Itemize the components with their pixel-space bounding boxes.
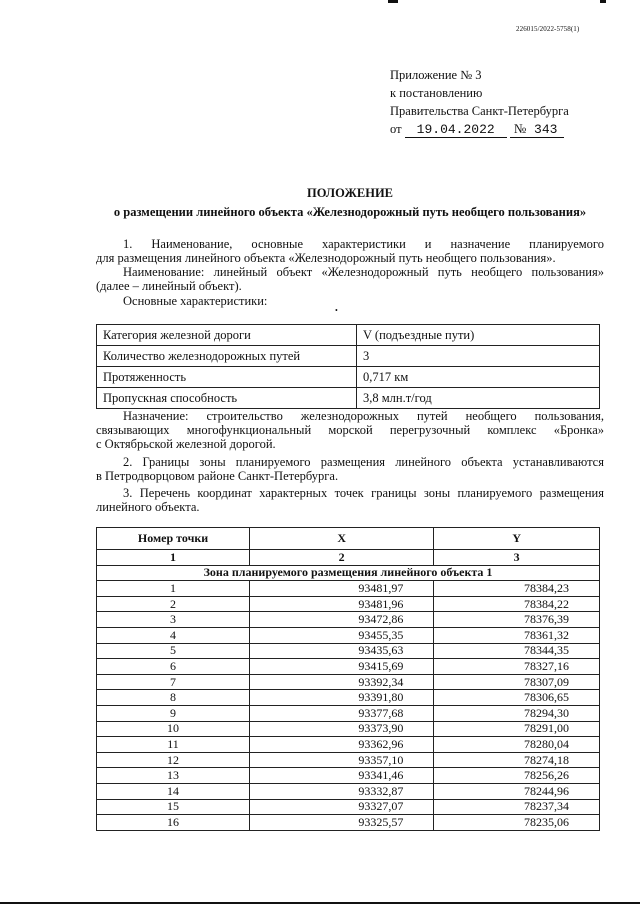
table-row [97,799,600,815]
column-number: 3 [434,550,600,566]
coordinate-x: 93362,96 [250,737,434,753]
point-number: 11 [97,737,250,753]
point-number: 4 [97,627,250,643]
table-row [97,659,600,675]
scan-edge [0,902,640,904]
table-row [97,815,600,831]
point-number: 9 [97,705,250,721]
coordinate-x: 93481,97 [250,581,434,597]
header-y: Y [434,528,600,550]
point-number: 15 [97,799,250,815]
paragraph-5-line-1: 3. Перечень координат характерных точек границы зоны планируемого размещения [123,486,604,500]
characteristic-label: Количество железнодорожных путей [97,346,357,367]
purpose-line-1: Назначение: строительство железнодорожных путей необщего пользования, [123,409,604,423]
coordinate-x: 93435,63 [250,643,434,659]
appendix-block [390,66,569,138]
appendix-date-line [390,120,569,138]
coordinate-y: 78306,65 [434,690,600,706]
from-label: от [390,122,402,136]
characteristic-value: 3 [357,346,600,367]
coordinate-y: 78361,32 [434,627,600,643]
document-subtitle: о размещении линейного объекта «Железнодорожный путь необщего пользования» [113,205,587,219]
coordinate-y: 78280,04 [434,737,600,753]
characteristic-label: Пропускная способность [97,388,357,409]
coordinate-y: 78274,18 [434,752,600,768]
point-number: 10 [97,721,250,737]
table-row [97,643,600,659]
coordinate-x: 93357,10 [250,752,434,768]
characteristic-value: 0,717 км [357,367,600,388]
characteristic-value: V (подъездные пути) [357,325,600,346]
header-x: X [250,528,434,550]
table-row [97,768,600,784]
table-row [97,627,600,643]
point-number: 6 [97,659,250,675]
coordinate-y: 78237,34 [434,799,600,815]
purpose-line-3: с Октябрьской железной дорогой. [96,437,276,451]
paragraph-4-line-2: в Петродворцовом районе Санкт-Петербурга. [96,469,339,483]
characteristics-table [96,324,600,409]
document-number: 226015/2022-5758(1) [516,25,580,33]
table-row [97,674,600,690]
document-title: ПОЛОЖЕНИЕ [306,186,394,200]
table-row [97,783,600,799]
number-label: № [513,121,527,136]
coordinate-y: 78244,96 [434,783,600,799]
table-row [97,388,600,409]
table-row [97,690,600,706]
zone-title-row [97,565,600,581]
coordinate-y: 78384,22 [434,596,600,612]
point-number: 3 [97,612,250,628]
coordinate-y: 78307,09 [434,674,600,690]
paragraph-2-line-1: Наименование: линейный объект «Железнодорожный путь необщего пользования» [123,265,604,279]
coordinate-x: 93332,87 [250,783,434,799]
resolution-date: 19.04.2022 [405,123,507,138]
column-number: 1 [97,550,250,566]
coordinate-y: 78376,39 [434,612,600,628]
point-number: 8 [97,690,250,706]
coordinate-x: 93341,46 [250,768,434,784]
characteristic-value: 3,8 млн.т/год [357,388,600,409]
point-number: 7 [97,674,250,690]
paragraph-4-line-1: 2. Границы зоны планируемого размещения линейного объекта устанавливаются [123,455,604,469]
coordinate-x: 93392,34 [250,674,434,690]
appendix-line: Приложение № 3 [390,68,482,82]
table-row [97,581,600,597]
paragraph-1-line-1: 1. Наименование, основные характеристики и назначение планируемого [123,237,604,251]
resolution-number-field [510,122,564,138]
characteristic-label: Протяженность [97,367,357,388]
point-number: 12 [97,752,250,768]
point-number: 5 [97,643,250,659]
coordinate-x: 93455,35 [250,627,434,643]
table-header-row [97,528,600,550]
table-row [97,596,600,612]
coordinate-y: 78344,35 [434,643,600,659]
paragraph-1-line-2: для размещения линейного объекта «Железнодорожный путь необщего пользования». [96,251,556,265]
table-row [97,367,600,388]
scan-dot: • [335,306,338,315]
coordinate-y: 78327,16 [434,659,600,675]
coordinate-x: 93391,80 [250,690,434,706]
zone-title: Зона планируемого размещения линейного объекта 1 [97,565,600,581]
point-number: 16 [97,815,250,831]
paragraph-3: Основные характеристики: [123,294,268,308]
column-number: 2 [250,550,434,566]
appendix-line: к постановлению [390,86,483,100]
coordinates-table [96,527,600,831]
coordinate-x: 93472,86 [250,612,434,628]
coordinate-y: 78291,00 [434,721,600,737]
point-number: 13 [97,768,250,784]
column-number-row [97,550,600,566]
appendix-line: Правительства Санкт-Петербурга [390,104,569,118]
coordinate-x: 93325,57 [250,815,434,831]
coordinate-x: 93327,07 [250,799,434,815]
scan-mark [388,0,398,3]
coordinate-x: 93377,68 [250,705,434,721]
table-row [97,325,600,346]
point-number: 2 [97,596,250,612]
table-row [97,752,600,768]
paragraph-2-line-2: (далее – линейный объект). [96,279,242,293]
coordinate-y: 78235,06 [434,815,600,831]
resolution-number: 343 [534,122,558,137]
table-row [97,346,600,367]
table-row [97,721,600,737]
characteristic-label: Категория железной дороги [97,325,357,346]
table-row [97,737,600,753]
scan-mark [600,0,606,3]
point-number: 14 [97,783,250,799]
paragraph-5-line-2: линейного объекта. [96,500,200,514]
coordinate-x: 93415,69 [250,659,434,675]
coordinate-y: 78384,23 [434,581,600,597]
header-point-number: Номер точки [97,528,250,550]
purpose-line-2: связывающих многофункциональный морской перегрузочный комплекс «Бронка» [96,423,604,437]
coordinate-x: 93481,96 [250,596,434,612]
coordinate-x: 93373,90 [250,721,434,737]
table-row [97,705,600,721]
coordinate-y: 78294,30 [434,705,600,721]
coordinate-y: 78256,26 [434,768,600,784]
table-row [97,612,600,628]
point-number: 1 [97,581,250,597]
